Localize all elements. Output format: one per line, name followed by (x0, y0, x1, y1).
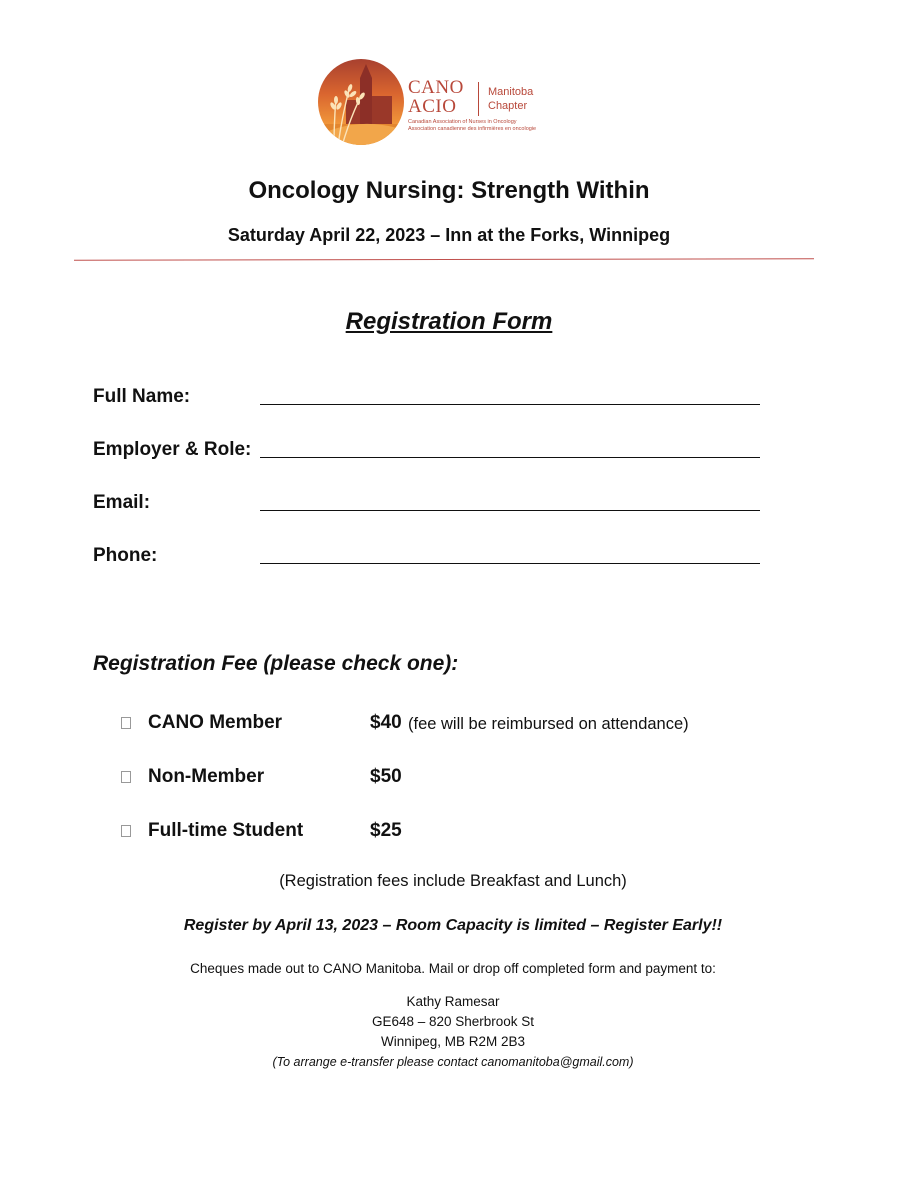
logo-subtitle-en: Canadian Association of Nurses in Oncology (408, 119, 517, 125)
phone-label: Phone: (93, 545, 158, 566)
fee-option-price: $25 (370, 820, 402, 841)
cano-acio-logo (316, 56, 566, 148)
address-name: Kathy Ramesar (406, 994, 500, 1009)
logo-acio-text: ACIO (408, 96, 457, 117)
fee-option-name: Non-Member (148, 766, 265, 787)
registration-deadline: Register by April 13, 2023 – Room Capacity is limited – Register Early!! (183, 917, 723, 934)
email-field[interactable] (260, 510, 760, 511)
fee-option-student (0, 818, 898, 846)
logo-chapter-line1: Manitoba (488, 86, 534, 98)
header-divider (74, 258, 814, 261)
etransfer-note: (To arrange e-transfer please contact canomanitoba@gmail.com) (272, 1055, 634, 1069)
fee-option-cano-member (0, 710, 898, 738)
cano-member-checkbox[interactable] (121, 717, 131, 729)
logo-chapter-line2: Chapter (488, 100, 528, 112)
full-name-field[interactable] (260, 404, 760, 405)
address-street: GE648 – 820 Sherbrook St (371, 1014, 535, 1029)
student-checkbox[interactable] (121, 825, 131, 837)
fee-option-non-member (0, 764, 898, 792)
fee-option-price: $40 (370, 712, 402, 733)
employer-role-label: Employer & Role: (93, 439, 252, 460)
employer-role-field[interactable] (260, 457, 760, 458)
fee-option-price: $50 (370, 766, 402, 787)
payment-instructions: Cheques made out to CANO Manitoba. Mail or drop off completed form and payment to: (190, 961, 716, 976)
fee-includes-note: (Registration fees include Breakfast and Lunch) (279, 872, 627, 890)
logo-subtitle-fr: Association canadienne des infirmières en oncologie (408, 126, 537, 132)
address-city: Winnipeg, MB R2M 2B3 (380, 1034, 526, 1049)
logo-divider (478, 82, 479, 116)
fee-option-name: CANO Member (148, 712, 283, 733)
non-member-checkbox[interactable] (121, 771, 131, 783)
form-title: Registration Form (345, 308, 553, 335)
full-name-label: Full Name: (93, 386, 191, 407)
email-label: Email: (93, 492, 151, 513)
event-date-location: Saturday April 22, 2023 – Inn at the Forks, Winnipeg (227, 225, 671, 245)
fee-option-note: (fee will be reimbursed on attendance) (408, 715, 689, 733)
fee-heading: Registration Fee (please check one): (93, 652, 459, 675)
phone-field[interactable] (260, 563, 760, 564)
event-title: Oncology Nursing: Strength Within (248, 177, 650, 204)
logo-cano-text: CANO (408, 77, 464, 98)
wheat-sunset-icon (316, 56, 406, 148)
fee-option-name: Full-time Student (148, 820, 304, 841)
